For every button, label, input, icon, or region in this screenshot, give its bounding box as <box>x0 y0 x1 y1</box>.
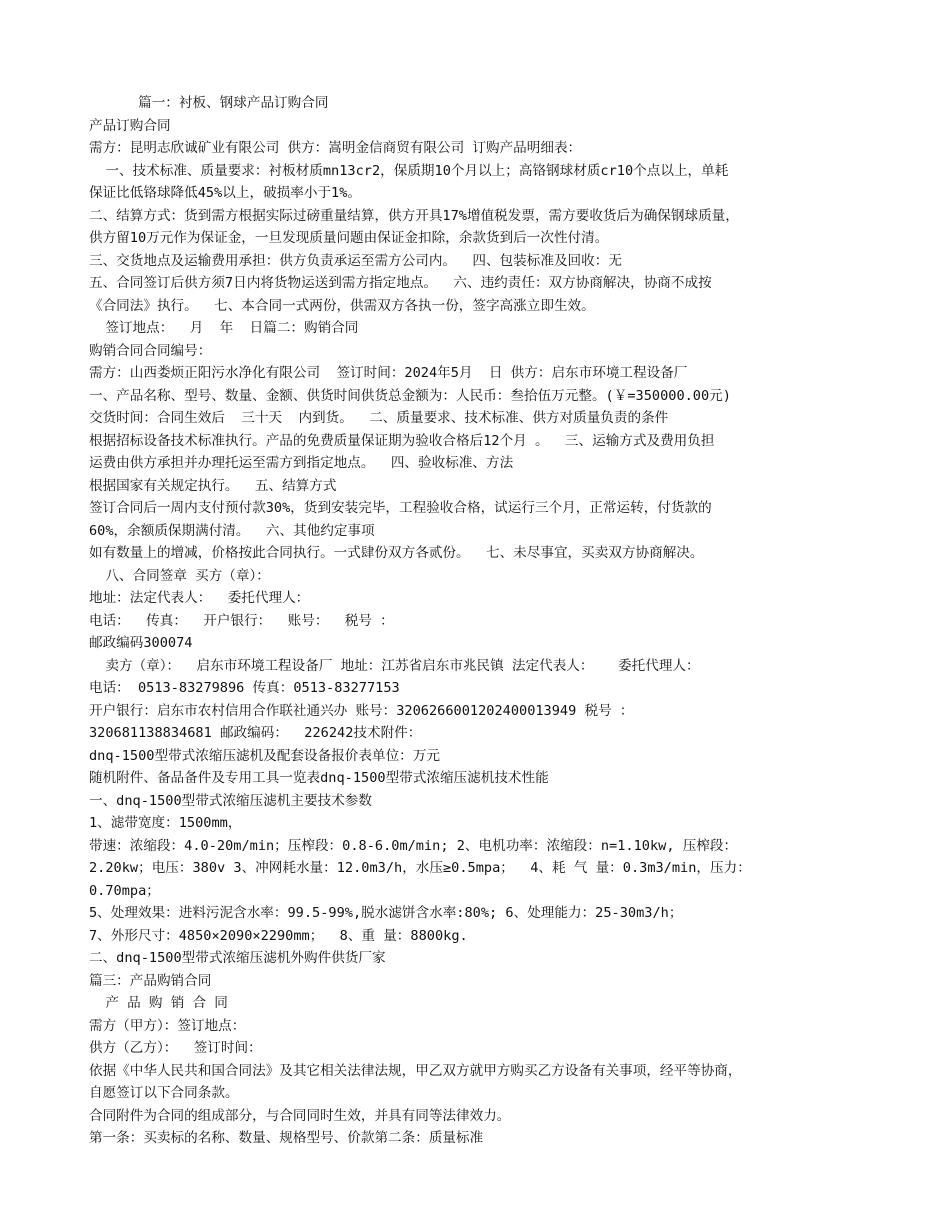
text-line: 八、合同签章 买方（章）： <box>89 567 270 584</box>
text-line: 地址：法定代表人： 委托代理人： <box>89 590 310 606</box>
text-line: 开户银行：启东市农村信用合作联社通兴办 账号：3206266001202400013949 税号 ： <box>89 702 634 719</box>
text-line: 二、dnq-1500型带式浓缩压滤机外购件供货厂家 <box>89 950 386 966</box>
section-title-3: 篇三：产品购销合同 <box>89 972 212 989</box>
contract-title: 产品订购合同 <box>89 117 171 134</box>
text-line: 5、处理效果：进料污泥含水率：99.5-99%,脱水滤饼含水率:80%; 6、处理能力：25-30m3/h； <box>89 905 683 921</box>
text-line: 合同附件为合同的组成部分，与合同同时生效，并具有同等法律效力。 <box>89 1107 511 1124</box>
text-line: 交货时间：合同生效后 三十天 内到货。 二、质量要求、技术标准、供方对质量负责的条件 <box>89 410 669 426</box>
contract-title: 产 品 购 销 合 同 <box>89 995 228 1011</box>
text-line: 二、结算方式：货到需方根据实际过磅重量结算，供方开具17%增值税发票，需方要收货后为确保钢球质量， <box>89 207 739 224</box>
text-line: 根据招标设备技术标准执行。产品的免费质量保证期为验收合格后12个月 。 三、运输方式及费用负担 <box>89 432 715 449</box>
text-line: 《合同法》执行。 七、本合同一式两份，供需双方各执一份，签字高涨立即生效。 <box>89 297 595 314</box>
text-line: 需方（甲方）：签订地点： <box>89 1017 246 1034</box>
text-line: 一、dnq-1500型带式浓缩压滤机主要技术参数 <box>89 792 372 809</box>
text-line: 卖方（章）： 启东市环境工程设备厂 地址：江苏省启东市兆民镇 法定代表人： 委托代理人： <box>89 657 700 674</box>
text-line: 2.20kw；电压：380v 3、冲网耗水量：12.0m3/h，水压≥0.5mpa； 4、耗 气 量：0.3m3/min，压力： <box>89 860 751 876</box>
text-line: 供方留10万元作为保证金，一旦发现质量问题由保证金扣除，余款货到后一次性付清。 <box>89 230 609 246</box>
text-line: 1、滤带宽度：1500mm， <box>89 815 242 831</box>
text-line: 一、技术标准、质量要求：衬板材质mn13cr2，保质期10个月以上；高铬钢球材质cr10个点以上，单耗 <box>89 162 729 179</box>
text-line: 带速：浓缩段：4.0-20m/min；压榨段：0.8-6.0m/min; 2、电机功率：浓缩段：n=1.10kw, 压榨段： <box>89 837 738 854</box>
text-line: 邮政编码300074 <box>89 635 193 651</box>
text-line: 自愿签订以下合同条款。 <box>89 1085 239 1101</box>
section-title-2: 签订地点： 月 年 日篇二：购销合同 <box>89 320 359 336</box>
text-line: 7、外形尺寸：4850×2090×2290mm； 8、重 量：8800kg. <box>89 927 468 944</box>
text-line: 根据国家有关规定执行。 五、结算方式 <box>89 477 337 494</box>
section-title-1: 篇一：衬板、钢球产品订购合同 <box>89 95 329 111</box>
text-line: 购销合同合同编号： <box>89 342 212 359</box>
text-line: 0.70mpa； <box>89 882 160 899</box>
text-line: 一、产品名称、型号、数量、金额、供货时间供货总金额为：人民币：叁拾伍万元整。(￥=350000.00元) <box>89 387 731 404</box>
text-line: 依据《中华人民共和国合同法》及其它相关法律法规，甲乙双方就甲方购买乙方设备有关事项，经平等协商， <box>89 1062 742 1079</box>
text-line: 运费由供方承担并办理托运至需方到指定地点。 四、验收标准、方法 <box>89 455 514 471</box>
text-line: 第一条：买卖标的名称、数量、规格型号、价款第二条：质量标准 <box>89 1130 484 1146</box>
text-line: 五、合同签订后供方须7日内将货物运送到需方指定地点。 六、违约责任：双方协商解决，协商不成按 <box>89 275 712 291</box>
text-line: 电话： 传真： 开户银行： 账号： 税号 ： <box>89 612 394 629</box>
text-line: dnq-1500型带式浓缩压滤机及配套设备报价表单位：万元 <box>89 747 440 764</box>
text-line: 如有数量上的增减，价格按此合同执行。一式肆份双方各贰份。 七、未尽事宜，买卖双方协商解决。 <box>89 545 704 561</box>
text-line: 签订合同后一周内支付预付款30%，货到安装完毕，工程验收合格，试运行三个月，正常运转，付货款的 <box>89 500 712 516</box>
text-line: 需方：山西娄烦正阳污水净化有限公司 签订时间：2024年5月 日 供方：启东市环境工程设备厂 <box>89 365 688 381</box>
text-line: 三、交货地点及运输费用承担：供方负责承运至需方公司内。 四、包装标准及回收：无 <box>89 252 622 269</box>
text-line: 320681138834681 邮政编码： 226242技术附件： <box>89 725 422 741</box>
text-line: 电话： 0513-83279896 传真：0513-83277153 <box>89 680 400 696</box>
text-line: 供方（乙方）： 签订时间： <box>89 1040 262 1056</box>
text-line: 随机附件、备品备件及专用工具一览表dnq-1500型带式浓缩压滤机技术性能 <box>89 770 549 786</box>
document-body <box>89 92 879 1150</box>
text-line: 保证比低铬球降低45%以上，破损率小于1%。 <box>89 185 362 201</box>
text-line: 需方：昆明志欣诚矿业有限公司 供方：嵩明金信商贸有限公司 订购产品明细表： <box>89 140 582 156</box>
text-line: 60%，余额质保期满付清。 六、其他约定事项 <box>89 522 375 539</box>
